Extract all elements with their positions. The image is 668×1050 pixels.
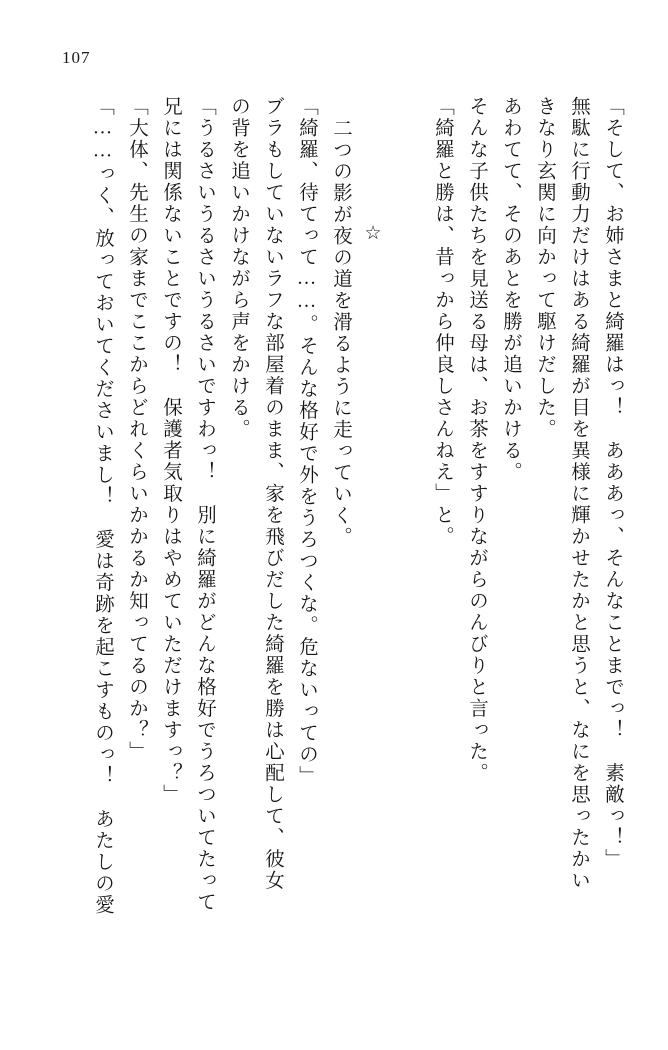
star-ornament-icon: ☆ bbox=[362, 222, 384, 244]
text-column: あわてて、そのあとを勝が追いかける。 bbox=[500, 96, 521, 483]
text-column: 兄には関係ないことですの！ 保護者気取りはやめていただけますっ？」 bbox=[160, 96, 181, 806]
text-column: 「そして、お姉さまと綺羅はっ！ あああっ、そんなことまでっ！ 素敵っ！」 bbox=[602, 96, 623, 870]
text-column: きなり玄関に向かって駆けだした。 bbox=[534, 96, 555, 440]
text-column: 二つの影が夜の道を滑るように走っていく。 bbox=[330, 118, 351, 548]
text-column: 「……っく、放っておいてくださいまし！ 愛は奇跡を起こすものっ！ あたしの愛 bbox=[92, 96, 113, 916]
text-column bbox=[384, 96, 418, 1010]
text-column: 無駄に行動力だけはある綺羅が目を異様に輝かせたかと思うと、なにを思ったかい bbox=[568, 96, 589, 892]
vertical-text-body bbox=[40, 96, 622, 1010]
text-column: 「綺羅、待てって……。そんな格好で外をうろつくな。危ないっての」 bbox=[296, 96, 317, 787]
text-column: そんな子供たちを見送る母は、お茶をすすりながらのんびりと言った。 bbox=[466, 96, 487, 784]
text-column: 「うるさいうるさいうるさいですわっ！ 別に綺羅がどんな格好でうろついてたって bbox=[194, 96, 215, 913]
text-column: ブラもしていないラフな部屋着のまま、家を飛びだした綺羅を勝は心配して、彼女 bbox=[262, 96, 283, 892]
text-column: の背を追いかけながら声をかける。 bbox=[228, 96, 249, 440]
text-column: 「綺羅と勝は、昔っから仲良しさんねえ」と。 bbox=[432, 96, 453, 548]
text-column: 「大体、先生の家までここからどれくらいかかるか知ってるのか？」 bbox=[126, 96, 147, 763]
page-number: 107 bbox=[62, 48, 91, 67]
